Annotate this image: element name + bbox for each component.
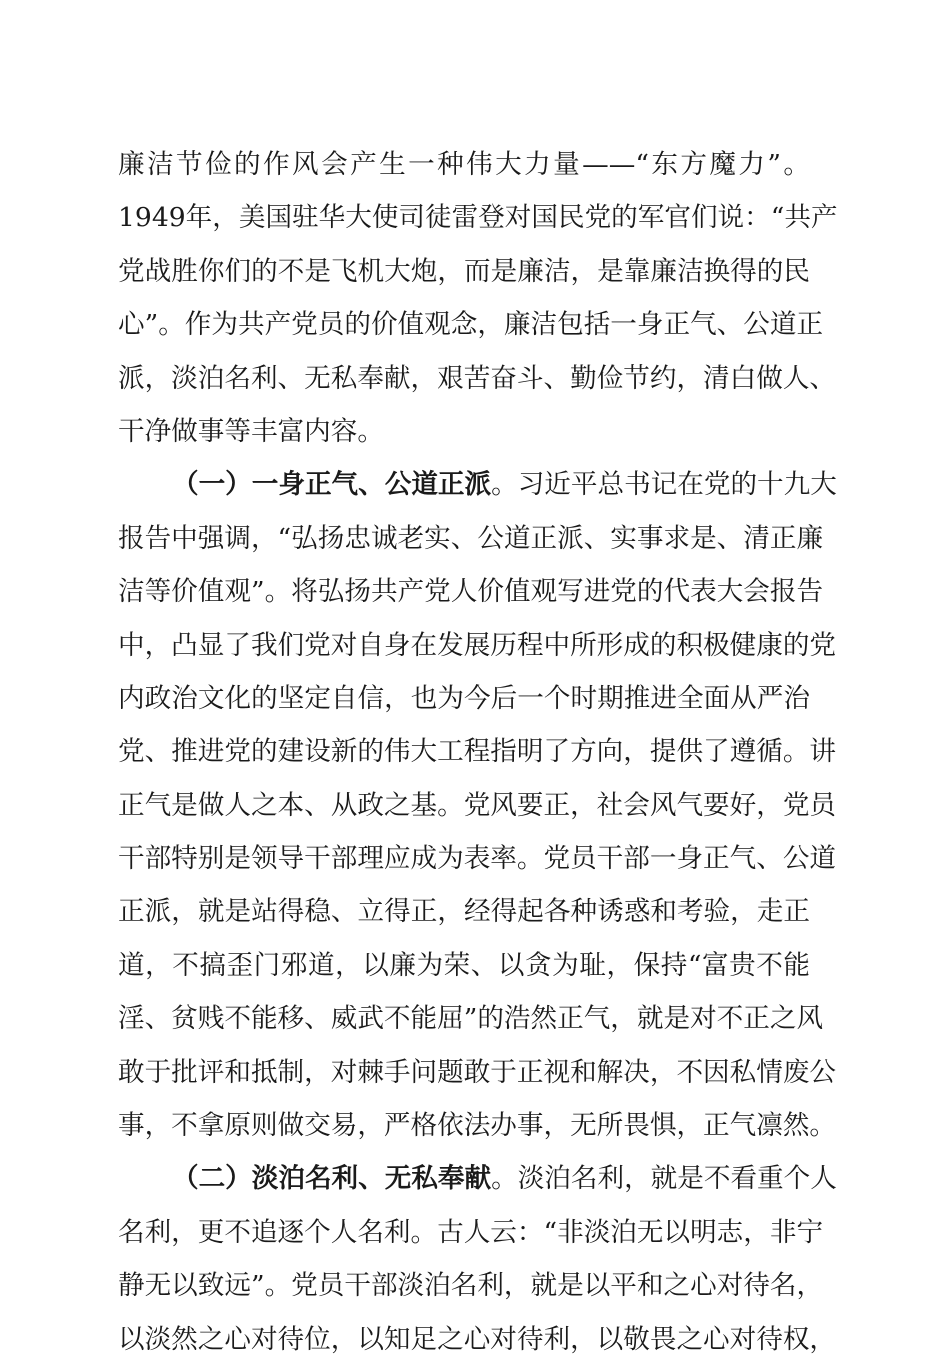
paragraph-intro: [118, 138, 838, 458]
text-line: 1949年，美国驻华大使司徒雷登对国民党的军官们说：“共产: [118, 202, 838, 234]
text-line: 洁等价值观”。将弘扬共产党人价值观写进党的代表大会报告: [118, 576, 824, 608]
paragraph-section-1: [118, 458, 837, 1152]
text-line: 中，凸显了我们党对自身在发展历程中所形成的积极健康的党: [118, 629, 837, 661]
text-line: 淫、贫贱不能移、威武不能屈”的浩然正气，就是对不正之风: [118, 1003, 824, 1035]
text-line: 内政治文化的坚定自信，也为今后一个时期推进全面从严治: [118, 682, 810, 714]
document-page: [118, 138, 838, 1366]
text-run: 。习近平总书记在党的十九大: [491, 469, 837, 501]
text-line: 以淡然之心对待位，以知足之心对待利，以敬畏之心对待权，: [118, 1323, 837, 1355]
text-line: 敢于批评和抵制，对棘手问题敢于正视和解决，不因私情废公: [118, 1056, 837, 1088]
text-line: 正派，就是站得稳、立得正，经得起各种诱惑和考验，走正: [118, 896, 810, 928]
section-heading-line: [118, 458, 837, 511]
text-line: 廉洁节俭的作风会产生一种伟大力量——“东方魔力”。: [118, 149, 810, 180]
text-line: 名利，更不追逐个人名利。古人云：“非淡泊无以明志，非宁: [118, 1216, 824, 1248]
text-line: 党、推进党的建设新的伟大工程指明了方向，提供了遵循。讲: [118, 736, 837, 768]
text-run: 。淡泊名利，就是不看重个人: [491, 1163, 837, 1195]
text-line: 事，不拿原则做交易，严格依法办事，无所畏惧，正气凛然。: [118, 1110, 837, 1142]
section-heading: （二）淡泊名利、无私奉献: [172, 1163, 492, 1195]
text-line: 派，淡泊名利、无私奉献，艰苦奋斗、勤俭节约，清白做人、: [118, 362, 837, 394]
text-line: 报告中强调，“弘扬忠诚老实、公道正派、实事求是、清正廉: [118, 522, 824, 554]
text-line: 道，不搞歪门邪道，以廉为荣、以贪为耻，保持“富贵不能: [118, 949, 810, 981]
text-line: 干部特别是领导干部理应成为表率。党员干部一身正气、公道: [118, 843, 837, 875]
paragraph-section-2: [118, 1152, 837, 1366]
text-line: 干净做事等丰富内容。: [118, 415, 384, 447]
section-heading-line: [118, 1152, 837, 1205]
text-line: 正气是做人之本、从政之基。党风要正，社会风气要好，党员: [118, 789, 837, 821]
text-line: 静无以致远”。党员干部淡泊名利，就是以平和之心对待名，: [118, 1270, 824, 1302]
section-heading: （一）一身正气、公道正派: [172, 469, 492, 501]
text-line: 心”。作为共产党员的价值观念，廉洁包括一身正气、公道正: [118, 309, 824, 341]
text-line: 党战胜你们的不是飞机大炮，而是廉洁，是靠廉洁换得的民: [118, 255, 810, 287]
